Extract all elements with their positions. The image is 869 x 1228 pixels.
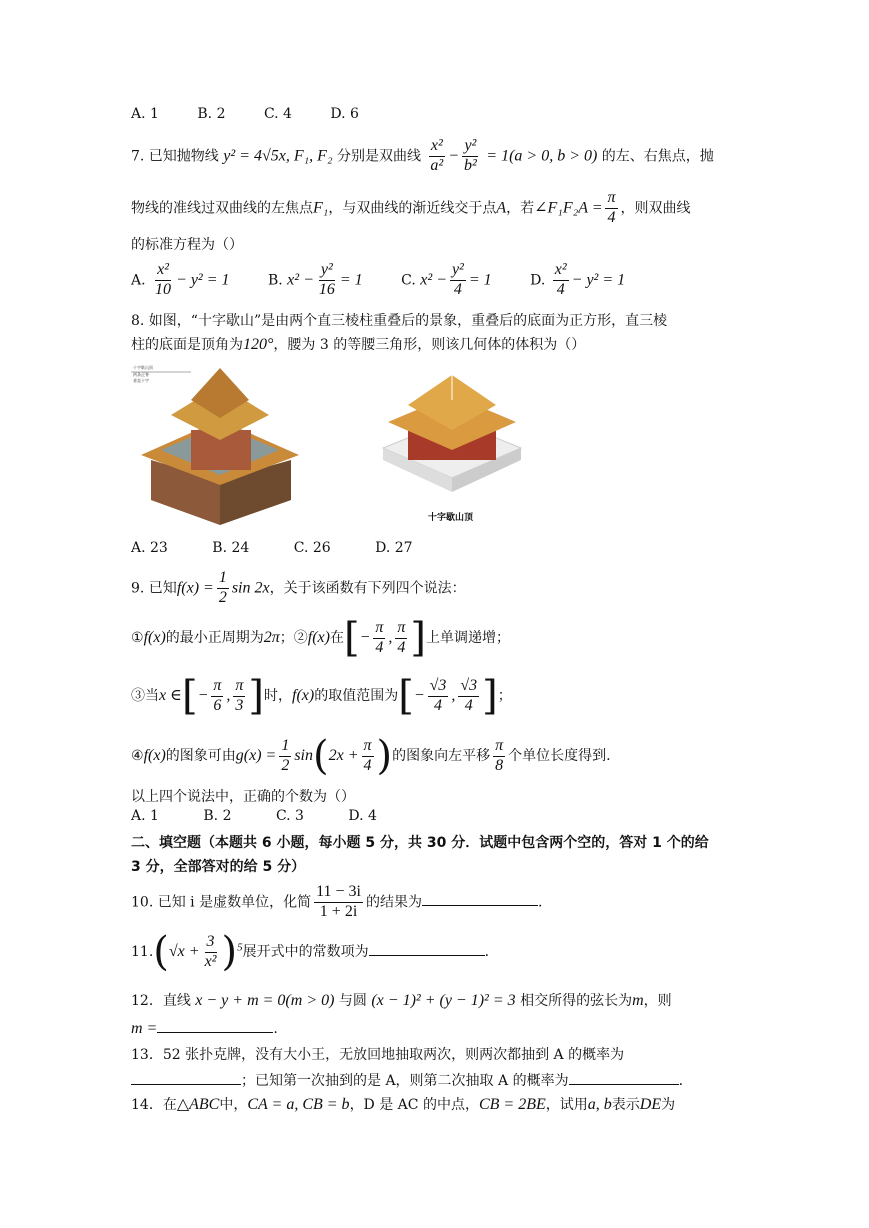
q7-line3: 的标准方程为（）	[131, 237, 243, 253]
svg-text:十字歇山顶: 十字歇山顶	[133, 365, 153, 370]
q7-suffix: 的左、右焦点，抛	[601, 148, 714, 165]
option: C. 4	[263, 106, 292, 122]
cross-gable-roof-image	[378, 360, 526, 528]
q7-line1: 7. 已知抛物线 y² = 4√5x, F₁, F₂ 分别是双曲线 $\frac{\text{x²}}{\text{a²}}$ − $\frac{\text{y²}}{\text{b²}}$ = 1(a > 0, b > 0) 的左、右焦点，抛	[131, 137, 714, 174]
q8-options	[131, 540, 453, 556]
option: C. 3	[275, 808, 304, 824]
option: D. 6	[330, 106, 359, 122]
option: B. 2	[197, 106, 226, 122]
q9-statement-3: ③当x ∈[− $\frac{\pi}{6}$ , $\frac{\pi}{3}$ ]时，f(x)的取值范围为[− $\frac{√3}{4}$ , $\frac{√3}{4}$ ]；	[131, 673, 512, 719]
pavilion-cutaway-image	[131, 360, 309, 528]
q7-line2: 物线的准线过双曲线的左焦点F₁，与双曲线的渐近线交于点A，若∠F₁F₂A = $\frac{\pi}{4}$ ，则双曲线	[131, 189, 691, 226]
q7-mid: 分别是双曲线	[336, 148, 421, 165]
answer-blank[interactable]	[131, 1068, 241, 1085]
q12-line1: 12．直线 x − y + m = 0(m > 0) 与圆 (x − 1)² + (y − 1)² = 3 相交所得的弦长为m，则	[131, 992, 672, 1009]
option: B. 2	[203, 808, 232, 824]
q9-statement-1-2: ①f(x)的最小正周期为2π；②f(x)在[− $\frac{\pi}{4}$ , $\frac{\pi}{4}$ ]上单调递增；	[131, 615, 511, 661]
svg-text:十字歇山顶: 十字歇山顶	[428, 513, 474, 523]
option: A. 1	[131, 106, 159, 122]
option: C. 26	[293, 540, 331, 556]
svg-text:垂直十字: 垂直十字	[133, 378, 149, 383]
q7-options	[131, 262, 625, 299]
q9-statement-4: ④f(x)的图象可由g(x) = $\frac{1}{2}$ sin(2x + $\frac{\pi}{4}$ )的图象向左平移 $\frac{\pi}{8}$ 个单位长度得到.	[131, 733, 611, 779]
option: A. $\frac{\text{x²}}{10}$ − y² = 1	[131, 261, 230, 298]
q14: 14．在△ABC中，CA = a, CB = b，D 是 AC 的中点，CB = 2BE，试用a, b表示DE为	[131, 1096, 676, 1113]
option: D. 4	[348, 808, 377, 824]
option: A. 1	[131, 808, 159, 824]
q7-condition: = 1(a > 0, b > 0)	[486, 147, 598, 165]
option: D. $\frac{\text{x²}}{4}$ − y² = 1	[530, 261, 626, 298]
q6-options	[131, 106, 393, 122]
q12-line2: m = .	[131, 1016, 278, 1038]
fraction: $\frac{\pi}{4}$	[607, 189, 616, 226]
answer-blank[interactable]	[369, 939, 485, 956]
q11: 11.(√x + $\frac{3}{\text{x²}}$ )$^5$展开式中的常数项为 .	[131, 929, 490, 975]
q7-prefix: 7. 已知抛物线	[131, 148, 219, 165]
answer-blank[interactable]	[422, 889, 538, 906]
q9-line1: 9. 已知f(x) = $\frac{1}{2}$ sin 2x，关于该函数有下列四个说法：	[131, 569, 466, 606]
option: B. x² − $\frac{\text{y²}}{16}$ = 1	[267, 261, 363, 298]
q13-line1: 13．52 张扑克牌，没有大小王，无放回地抽取两次，则两次都抽到 A 的概率为	[131, 1047, 625, 1063]
section-heading-2: 3 分，全部答对的给 5 分）	[131, 859, 306, 875]
option: B. 24	[212, 540, 250, 556]
fraction: $\frac{\text{y²}}{\text{b²}}$	[464, 137, 477, 174]
q10: 10. 已知 i 是虚数单位，化简 $\frac{11 - 3i}{1 + 2i}$ 的结果为 .	[131, 883, 543, 920]
fraction: $\frac{\text{x²}}{\text{a²}}$	[430, 137, 444, 174]
option: D. 27	[375, 540, 413, 556]
q9-options	[131, 808, 417, 824]
q9-summary: 以上四个说法中，正确的个数为（）	[131, 789, 355, 805]
q13-line2: ；已知第一次抽到的是 A，则第二次抽取 A 的概率为 .	[131, 1068, 683, 1090]
q8-line1: 8. 如图，“十字歇山”是由两个直三棱柱重叠后的景象，重叠后的底面为正方形，直三棱	[131, 313, 668, 329]
answer-blank[interactable]	[569, 1068, 679, 1085]
option: C. x² − $\frac{\text{y²}}{4}$ = 1	[401, 261, 492, 298]
answer-blank[interactable]	[157, 1016, 273, 1033]
section-heading: 二、填空题（本题共 6 小题，每小题 5 分，共 30 分．试题中包含两个空的，答对 1 个的给	[131, 835, 709, 851]
svg-text:两条正脊: 两条正脊	[133, 372, 149, 377]
option: A. 23	[131, 540, 168, 556]
q7-parabola: y² = 4√5x, F₁, F₂	[223, 147, 333, 165]
q8-line2: 柱的底面是顶角为120°，腰为 3 的等腰三角形，则该几何体的体积为（）	[131, 336, 586, 353]
